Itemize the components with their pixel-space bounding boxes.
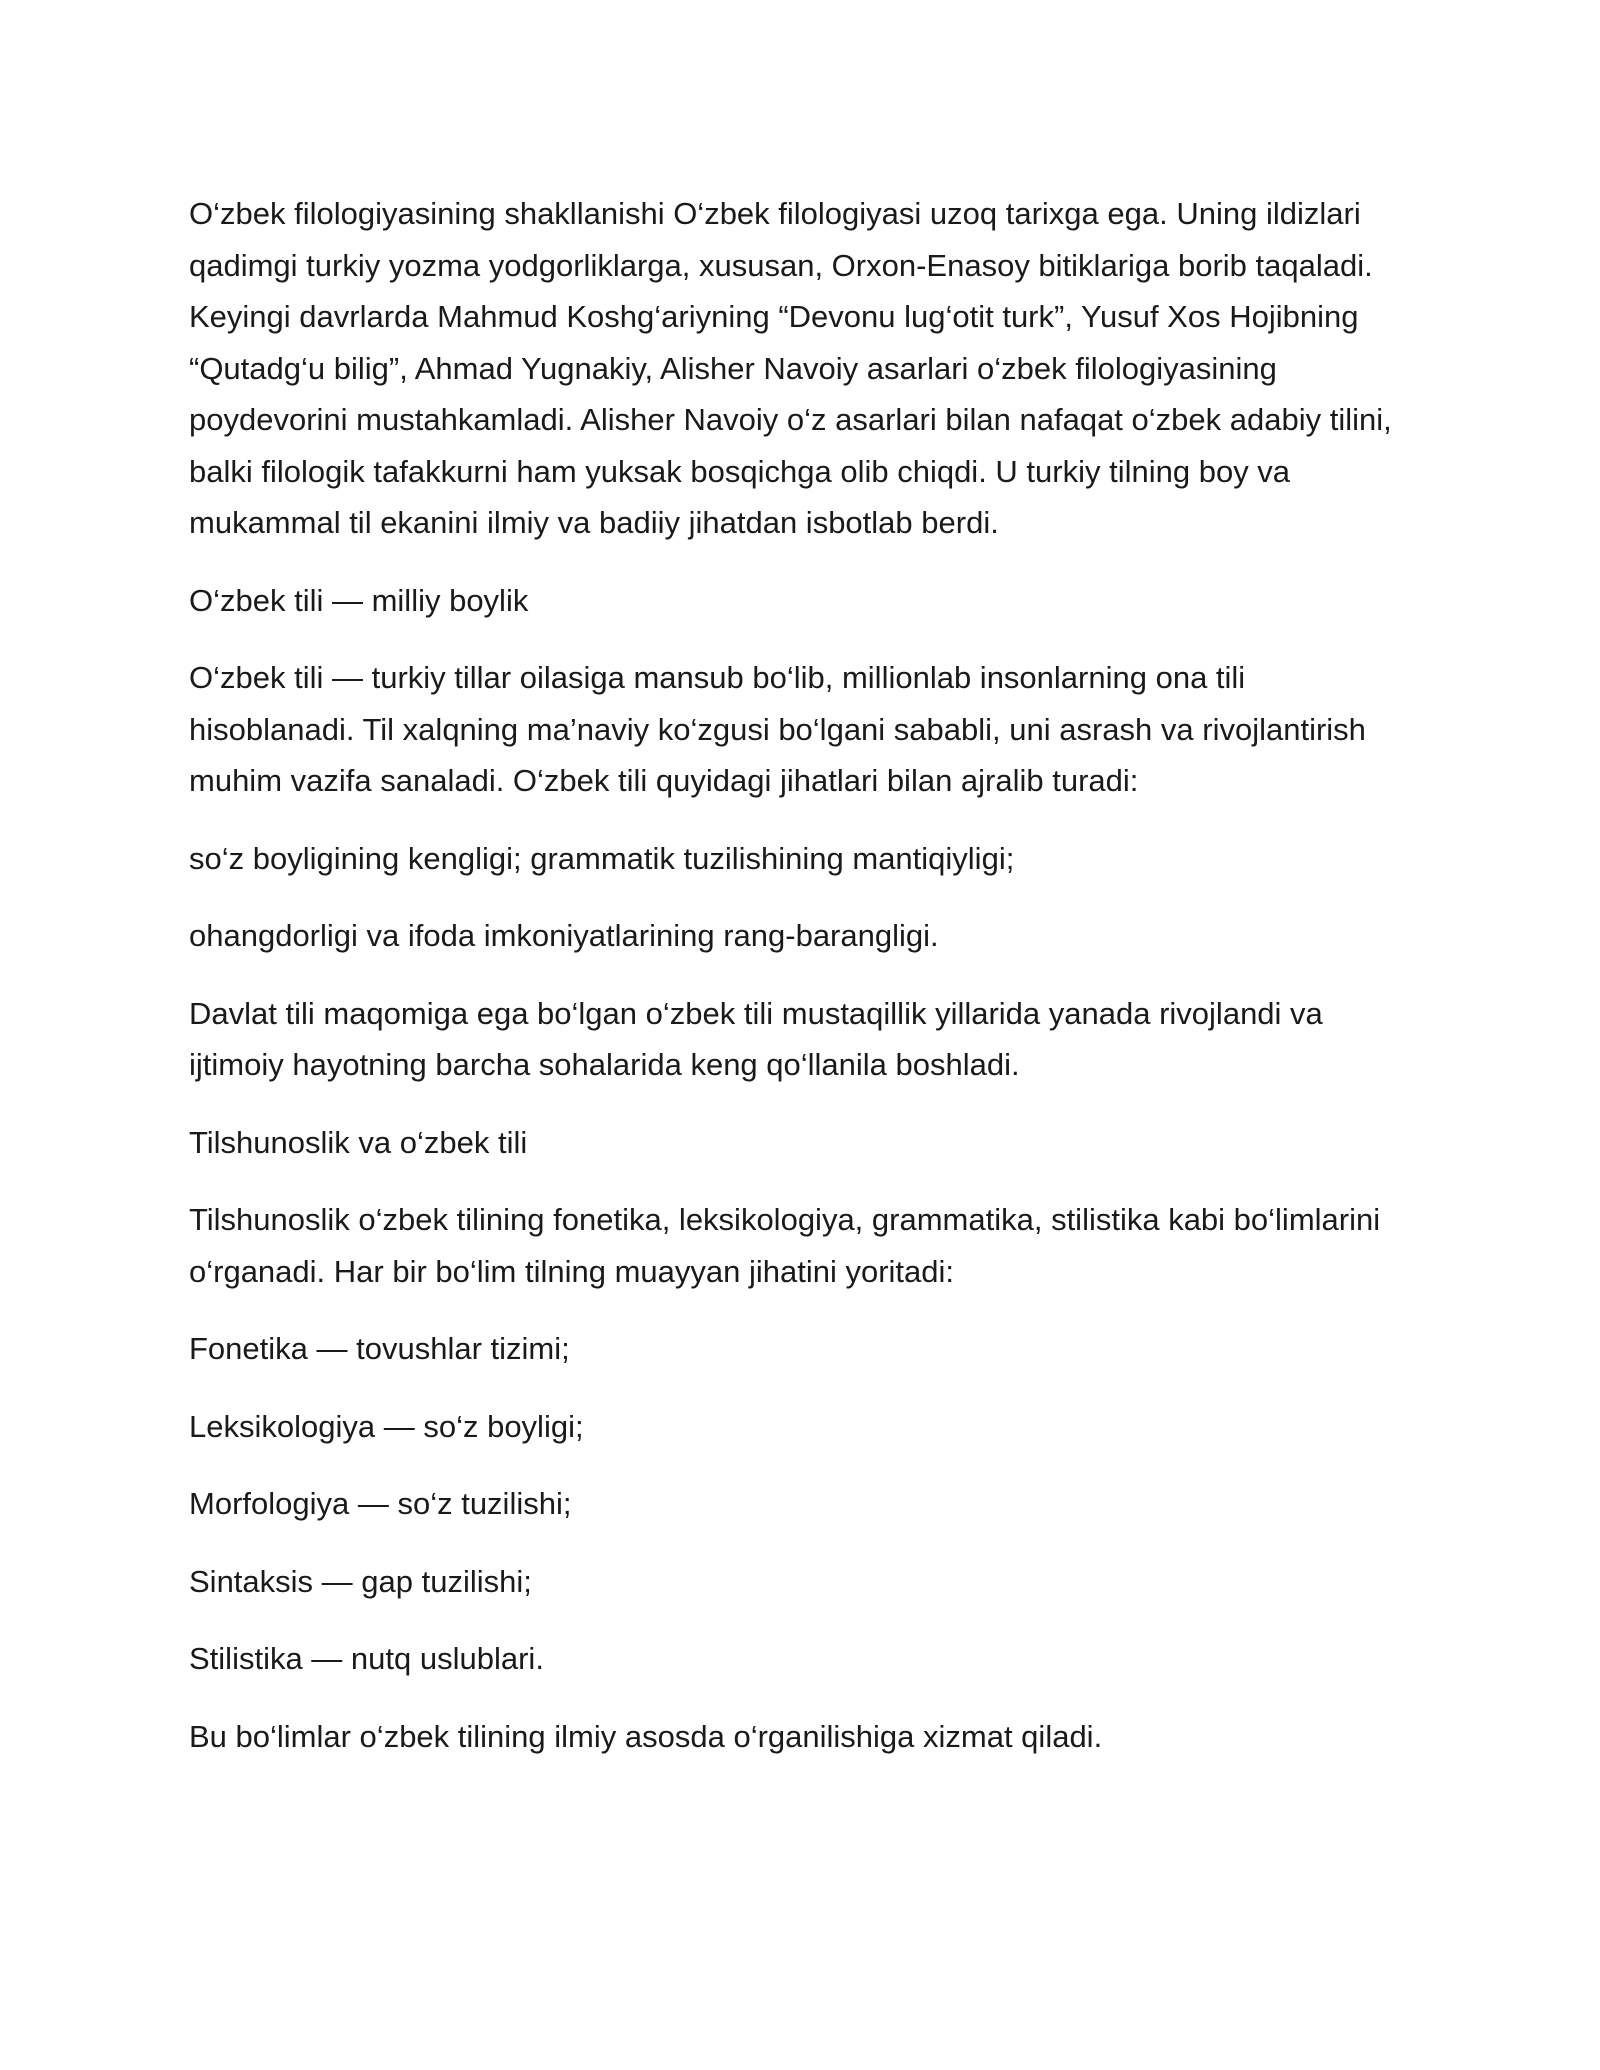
heading-ozbek-tili-milliy-boylik: O‘zbek tili — milliy boylik xyxy=(189,582,529,618)
paragraph-conclusion: Bu bo‘limlar o‘zbek tilining ilmiy asosda o‘rganilishiga xizmat qiladi. xyxy=(189,1718,1103,1754)
list-item-stilistika: Stilistika — nutq uslublari. xyxy=(189,1641,544,1676)
paragraph-filologiya-intro: O‘zbek filologiyasining shakllanishi O‘zbek filologiyasi uzoq tarixga ega. Uning ildizlari qadimgi turkiy yozma yodgorliklarga, xususan, Orxon-Enasoy bitiklariga borib taqaladi. Keyingi davrlarda Mahmud Koshg‘ariyning “Devonu lug‘otit turk”, Yusuf Xos Hojibning “Qutadg‘u bilig”, Ahmad Yugnakiy, Alisher Navoiy asarlari o‘zbek filologiyasining poydevorini mustahkamladi. Alisher Navoiy o‘z asarlari bilan nafaqat o‘zbek adabiy tilini, balki filologik tafakkurni ham yuksak bosqichga olib chiqdi. U turkiy tilning boy va mukammal til ekanini ilmiy va badiiy jihatdan isbotlab berdi. xyxy=(189,196,1392,540)
list-item-soz-boyligi: so‘z boyligining kengligi; grammatik tuzilishining mantiqiyligi; xyxy=(189,840,1015,876)
document-body xyxy=(189,188,1411,1788)
paragraph-davlat-tili: Davlat tili maqomiga ega bo‘lgan o‘zbek tili mustaqillik yillarida yanada rivojlandi va ijtimoiy hayotning barcha sohalarida keng qo‘llanila boshladi. xyxy=(189,995,1323,1082)
paragraph-tilshunoslik: Tilshunoslik o‘zbek tilining fonetika, leksikologiya, grammatika, stilistika kabi bo‘limlarini o‘rganadi. Har bir bo‘lim tilning muayyan jihatini yoritadi: xyxy=(189,1202,1381,1289)
list-item-sintaksis: Sintaksis — gap tuzilishi; xyxy=(189,1563,532,1599)
heading-tilshunoslik: Tilshunoslik va o‘zbek tili xyxy=(189,1124,528,1160)
list-item-fonetika: Fonetika — tovushlar tizimi; xyxy=(189,1331,570,1366)
list-item-ohangdorlik: ohangdorligi va ifoda imkoniyatlarining rang-barangligi. xyxy=(189,918,939,953)
paragraph-ozbek-tili: O‘zbek tili — turkiy tillar oilasiga mansub bo‘lib, millionlab insonlarning ona tili hisoblanadi. Til xalqning ma’naviy ko‘zgusi bo‘lgani sababli, uni asrash va rivojlantirish muhim vazifa sanaladi. O‘zbek tili quyidagi jihatlari bilan ajralib turadi: xyxy=(189,660,1366,798)
list-item-morfologiya: Morfologiya — so‘z tuzilishi; xyxy=(189,1486,572,1521)
list-item-leksikologiya: Leksikologiya — so‘z boyligi; xyxy=(189,1408,584,1444)
